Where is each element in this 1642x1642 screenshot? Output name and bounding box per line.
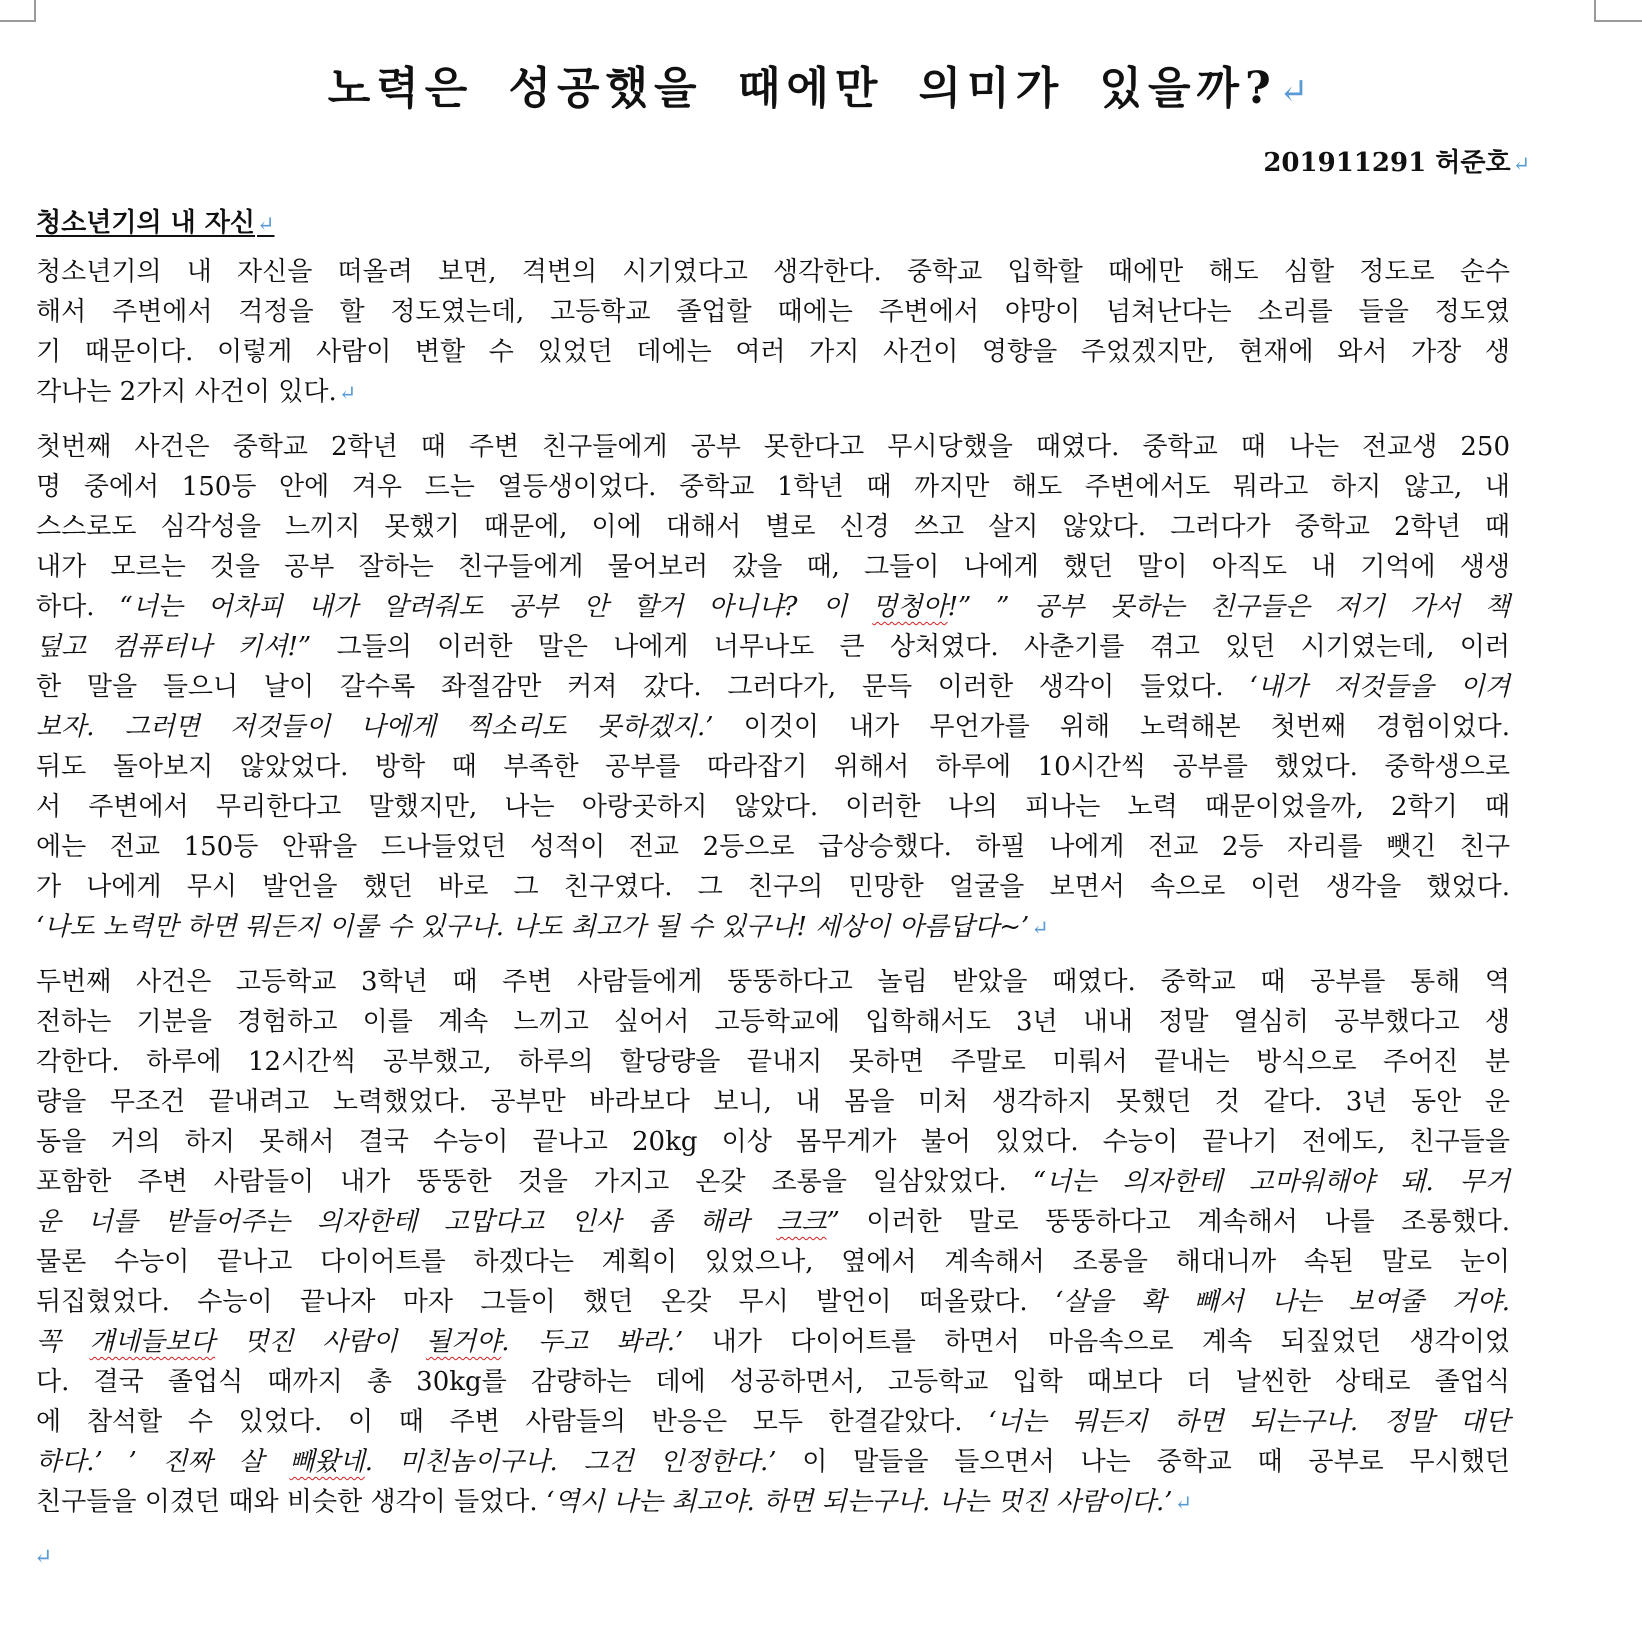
paragraph-mark-icon: ↵ (1278, 71, 1315, 112)
text-line (36, 787, 1510, 827)
paragraph-mark-icon: ↵ (34, 1545, 53, 1570)
text-line (36, 427, 1510, 467)
text-line (36, 372, 1510, 412)
paragraph[interactable] (36, 252, 1510, 412)
text-line (36, 292, 1510, 332)
text-run: 에는 전교 150등 안팎을 드나들었던 성적이 전교 2등으로 급상승했다. 하필 나에게 전교 2등 자리를 뺏긴 친구 (36, 832, 1510, 862)
text-run: 내가 다이어트를 하면서 마음속으로 계속 되짚었던 생각이었 (683, 1327, 1510, 1357)
text-run: 한 말을 들으니 날이 갈수록 좌절감만 커져 갔다. 그러다가, 문득 이러한 생각이 들었다. (36, 672, 1250, 702)
text-run: 그들의 이러한 말은 나에게 너무나도 큰 상처였다. 사춘기를 겪고 있던 시기였는데, 이러 (311, 632, 1510, 662)
quote-run: 꼭 (36, 1327, 90, 1357)
text-run: 서 주변에서 무리한다고 말했지만, 나는 아랑곳하지 않았다. 이러한 나의 피나는 노력 때문이었을까, 2학기 때 (36, 792, 1510, 822)
text-line (36, 1482, 1510, 1522)
text-run: 에 참석할 수 있었다. 이 때 주변 사람들의 반응은 모두 한결같았다. (36, 1407, 989, 1437)
misspelled-quote-run: 빼왔네 (289, 1447, 365, 1477)
text-run: 뒤도 돌아보지 않았었다. 방학 때 부족한 공부를 따라잡기 위해서 하루에 10시간씩 공부를 했었다. 중학생으로 (36, 752, 1510, 782)
quote-run: “너는 어차피 내가 알려줘도 공부 안 할거 아니냐? 이 (119, 592, 873, 622)
quote-run: “너는 의자한테 고마워해야 돼. 무거 (1032, 1167, 1510, 1197)
paragraph-mark-icon: ↵ (338, 381, 357, 405)
misspelled-quote-run: 멍청아 (872, 592, 948, 622)
text-line (36, 1122, 1510, 1162)
paragraph-mark-icon: ↵ (1512, 152, 1530, 176)
text-line (36, 1402, 1510, 1442)
text-run: 기 때문이다. 이렇게 사람이 변할 수 있었던 데에는 여러 가지 사건이 영향을 주었겠지만, 현재에 와서 가장 생 (36, 337, 1510, 367)
quote-run: 운 너를 받들어주는 의자한테 고맙다고 인사 좀 해라 (36, 1207, 777, 1237)
crop-mark-top-left (0, 0, 36, 22)
text-line (36, 1242, 1510, 1282)
text-run: 친구들을 이겼던 때와 비슷한 생각이 들었다. (36, 1487, 546, 1517)
text-run: 이것이 내가 무언가를 위해 노력해본 첫번째 경험이었다. (713, 712, 1510, 742)
author-text: 201911291 허준호 (1263, 148, 1511, 178)
quote-run: ‘역시 나는 최고야. 하면 되는구나. 나는 멋진 사람이다.’ (545, 1487, 1173, 1517)
text-run: 스스로도 심각성을 느끼지 못했기 때문에, 이에 대해서 별로 신경 쓰고 살지 않았다. 그러다가 중학교 2학년 때 (36, 512, 1510, 542)
quote-run: 보자. 그러면 저것들이 나에게 찍소리도 못하겠지.’ (36, 712, 714, 742)
heading-text: 청소년기의 내 자신 (36, 208, 256, 238)
text-line (36, 1282, 1510, 1322)
text-run: 이러한 말로 뚱뚱하다고 계속해서 나를 조롱했다. (839, 1207, 1510, 1237)
quote-run: 멋진 사람이 (215, 1327, 426, 1357)
paragraph-mark-icon: ↵ (1031, 916, 1049, 940)
paragraph-mark-icon: ↵ (1174, 1491, 1193, 1515)
title-text: 노력은 성공했을 때에만 의미가 있을까? (327, 63, 1277, 114)
text-line (36, 707, 1510, 747)
text-run: 해서 주변에서 걱정을 할 정도였는데, 고등학교 졸업할 때에는 주변에서 야망이 넘쳐난다는 소리를 들을 정도였 (36, 297, 1510, 327)
text-run: 물론 수능이 끝나고 다이어트를 하겠다는 계획이 있었으나, 옆에서 계속해서 조롱을 해대니까 속된 말로 눈이 (36, 1247, 1510, 1277)
text-line (36, 907, 1510, 947)
text-line (36, 1322, 1510, 1362)
text-line (36, 1082, 1510, 1122)
text-line (36, 332, 1510, 372)
text-line (36, 667, 1510, 707)
text-line (36, 1162, 1510, 1202)
text-line (36, 1202, 1510, 1242)
text-line (36, 467, 1510, 507)
section-heading[interactable] (36, 202, 274, 239)
text-line (36, 587, 1510, 627)
misspelled-quote-run: 될거야 (425, 1327, 502, 1357)
text-line (36, 547, 1510, 587)
text-line (36, 1002, 1510, 1042)
text-line (36, 252, 1510, 292)
misspelled-quote-run: 크크 (776, 1207, 827, 1237)
text-run: 포함한 주변 사람들이 내가 뚱뚱한 것을 가지고 온갖 조롱을 일삼았었다. (36, 1167, 1033, 1197)
text-run: 가 나에게 무시 발언을 했던 바로 그 친구였다. 그 친구의 민망한 얼굴을 보면서 속으로 이런 생각을 했었다. (36, 872, 1510, 902)
quote-run: !” ” 공부 못하는 친구들은 저기 가서 책 (947, 592, 1510, 622)
text-run: 뒤집혔었다. 수능이 끝나자 마자 그들이 했던 온갖 무시 발언이 떠올랐다. (36, 1287, 1056, 1317)
text-line (36, 867, 1510, 907)
quote-run: ‘나도 노력만 하면 뭐든지 이룰 수 있구나. 나도 최고가 될 수 있구나! 세상이 아름답다~’ (36, 912, 1030, 942)
paragraph[interactable] (36, 962, 1510, 1522)
quote-run: 덮고 컴퓨터나 키셔!” (36, 632, 312, 662)
crop-mark-top-right (1594, 0, 1642, 22)
text-line (36, 827, 1510, 867)
quote-run: ‘살을 확 빼서 나는 보여줄 거야. (1055, 1287, 1510, 1317)
text-line (36, 507, 1510, 547)
quote-run: . 두고 봐라.’ (501, 1327, 684, 1357)
quote-run: ‘내가 저것들을 이겨 (1249, 672, 1510, 702)
text-run: 두번째 사건은 고등학교 3학년 때 주변 사람들에게 뚱뚱하다고 놀림 받았을 때였다. 중학교 때 공부를 통해 역 (36, 967, 1510, 997)
misspelled-quote-run: 걔네들보다 (89, 1327, 216, 1357)
text-line (36, 627, 1510, 667)
author-line[interactable] (1263, 142, 1530, 179)
text-run: 청소년기의 내 자신을 떠올려 보면, 격변의 시기였다고 생각한다. 중학교 입학할 때에만 해도 심할 정도로 순수 (36, 257, 1510, 287)
text-run: 명 중에서 150등 안에 겨우 드는 열등생이었다. 중학교 1학년 때 까지만 해도 주변에서도 뭐라고 하지 않고, 내 (36, 472, 1510, 502)
text-line (36, 1042, 1510, 1082)
text-run: 내가 모르는 것을 공부 잘하는 친구들에게 물어보러 갔을 때, 그들이 나에게 했던 말이 아직도 내 기억에 생생 (36, 552, 1510, 582)
text-run: 전하는 기분을 경험하고 이를 계속 느끼고 싶어서 고등학교에 입학해서도 3년 내내 정말 열심히 공부했다고 생 (36, 1007, 1510, 1037)
text-run: 다. 결국 졸업식 때까지 총 30kg를 감량하는 데에 성공하면서, 고등학교 입학 때보다 더 날씬한 상태로 졸업식 (36, 1367, 1510, 1397)
text-line (36, 962, 1510, 1002)
document-title[interactable] (0, 52, 1642, 116)
document-body[interactable] (36, 252, 1510, 1537)
quote-run: ‘너는 뭐든지 하면 되는구나. 정말 대단 (988, 1407, 1510, 1437)
paragraph[interactable] (36, 427, 1510, 947)
quote-run: ” (826, 1207, 840, 1237)
text-run: 각한다. 하루에 12시간씩 공부했고, 하루의 할당량을 끝내지 못하면 주말로 미뤄서 끝내는 방식으로 주어진 분 (36, 1047, 1510, 1077)
text-run: 량을 무조건 끝내려고 노력했었다. 공부만 바라보다 보니, 내 몸을 미처 생각하지 못했던 것 같다. 3년 동안 운 (36, 1087, 1510, 1117)
text-run: 이 말들을 들으면서 나는 중학교 때 공부로 무시했던 (776, 1447, 1510, 1477)
quote-run: 하다.’ ’ 진짜 살 (36, 1447, 290, 1477)
text-run: 첫번째 사건은 중학교 2학년 때 주변 친구들에게 공부 못한다고 무시당했을 때였다. 중학교 때 나는 전교생 250 (36, 432, 1510, 462)
quote-run: . 미친놈이구나. 그건 인정한다.’ (364, 1447, 777, 1477)
text-line (36, 1362, 1510, 1402)
text-run: 각나는 2가지 사건이 있다. (36, 377, 337, 407)
paragraph-mark-icon: ↵ (257, 212, 275, 236)
text-line (36, 747, 1510, 787)
text-run: 하다. (36, 592, 120, 622)
text-line (36, 1442, 1510, 1482)
text-run: 동을 거의 하지 못해서 결국 수능이 끝나고 20kg 이상 몸무게가 불어 있었다. 수능이 끝나기 전에도, 친구들을 (36, 1127, 1510, 1157)
